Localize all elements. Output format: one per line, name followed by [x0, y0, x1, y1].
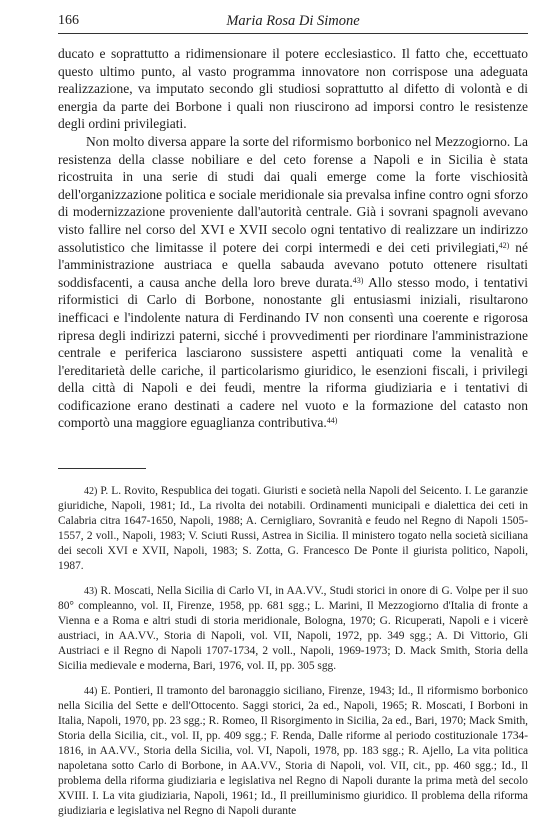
footnote-42 — [58, 484, 528, 574]
footnote-42-text: P. L. Rovito, Respublica dei togati. Giuristi e società nella Napoli del Seicento. I. Le garanzie giuridiche, Napoli, 1981; Id., La rivolta dei notabili. Ordinamenti municipali e dialettica dei ceti in Calabria citra 1647-1650, Napoli, 1988; A. Cernigliaro, Sovranità e feudo nel Regno di Napoli 1505-1557, 2 voll., Napoli, 1983; V. Sciuti Russi, Astrea in Sicilia. Il ministero togato nella società siciliana dei secoli XVI e XVII, Napoli, 1983; S. Zotta, G. Francesco De Ponte il giurista politico, Napoli, 1987. — [58, 485, 528, 572]
running-title: Maria Rosa Di Simone — [226, 13, 360, 29]
paragraph-1: ducato e soprattutto a ridimensionare il potere ecclesiastico. Il fatto che, eccettuato questo ultimo punto, al vasto programma innovatore non corrispose una adeguata realizzazione, va imputato secondo gli studiosi soprattutto al difetto di volontà e di energia da parte dei Borbone i quali non riuscirono ad imporsi contro le resistenze degli ordini privilegiati. — [58, 46, 528, 132]
footnote-44-text: E. Pontieri, Il tramonto del baronaggio siciliano, Firenze, 1943; Id., Il riformismo borbonico nella Sicilia del Sette e dell'Ottocento. Saggi storici, 2a ed., Napoli, 1965; R. Moscati, I Borboni in Italia, Napoli, 1970, pp. 23 sgg.; R. Romeo, Il Risorgimento in Sicilia, 2a ed., Bari, 1970; Mack Smith, Storia della Sicilia, cit., vol. II, pp. 409 sgg.; F. Renda, Dalle riforme al periodo costituzionale 1734-1816, in AA.VV., Storia della Sicilia, vol. VI, Napoli, 1978, pp. 183 sgg.; R. Ajello, La vita politica napoletana sotto Carlo di Borbone, in AA.VV., Storia di Napoli, vol. VII, cit., pp. 460 sgg.; Id., Il problema della riforma giudiziaria e legislativa nel Regno di Napoli durante la prima metà del secolo XVIII. I. La vita giudiziaria, Napoli, 1961; Id., Il preilluminismo giuridico. Il problema della riforma giudiziaria e legislativa nel Regno di Napoli durante — [58, 685, 528, 817]
footnote-separator — [58, 468, 146, 469]
footnote-43-label: 43) — [84, 586, 98, 597]
paragraph-2-part-b: né l'amministrazione austriaca e quella sabauda avevano potuto ottenere risultati soddisfacenti, a causa anche della loro breve durata. — [58, 239, 528, 290]
page-header — [58, 13, 528, 34]
main-text — [58, 45, 528, 432]
footnote-43-text: R. Moscati, Nella Sicilia di Carlo VI, in AA.VV., Studi storici in onore di G. Volpe per il suo 80° compleanno, vol. II, Firenze, 1958, pp. 681 sgg.; L. Marini, Il Mezzogiorno d'Italia di fronte a Vienna e a Roma e altri studi di storia meridionale, Bologna, 1970; G. Ricuperati, Napoli e i vicerè austriaci, in AA.VV., Storia di Napoli, vol. VII, Napoli, 1972, pp. 349 sgg.; A. Di Vittorio, Gli Austriaci e il Regno di Napoli 1707-1734, 2 voll., Napoli, 1969-1973; D. Mack Smith, Storia della Sicilia medievale e moderna, Bari, 1976, vol. II, pp. 305 sgg. — [58, 585, 528, 672]
footnotes — [58, 484, 528, 829]
paragraph-2 — [58, 133, 528, 432]
footnote-43 — [58, 584, 528, 674]
page-number: 166 — [58, 13, 79, 28]
footnote-44-label: 44) — [84, 686, 98, 697]
footnote-ref-44[interactable]: 44) — [326, 416, 338, 426]
paragraph-2-part-a: Non molto diversa appare la sorte del riformismo borbonico nel Mezzogiorno. La resistenza della classe nobiliare e del ceto forense a Napoli e in Sicilia è stata ricostruita in una serie di studi dai quali emerge come la forte vischiosità dell'organizzazione politica e sociale meridionale sia prevalsa infine contro ogni sforzo di modernizzazione proveniente dall'autorità centrale. Già i sovrani spagnoli avevano visto fallire nel corso del XVI e XVII secolo ogni tentativo di realizzare un indirizzo assolutistico che limitasse il potere dei corpi intermedi e dei ceti privilegiati, — [58, 133, 529, 255]
paragraph-2-part-c: Allo stesso modo, i tentativi riformistici di Carlo di Borbone, nonostante gli entusiasmi iniziali, risultarono inefficaci e l'indolente natura di Ferdinando IV non consentì una coerente e rigorosa ripresa degli indirizzi paterni, sicché i provvedimenti per riordinare l'amministrazione centrale e periferica lasciarono sussistere aspetti antiquati come la venalità e l'ereditarietà delle cariche, il particolarismo giuridico, le esenzioni fiscali, i privilegi della città di Napoli e dei feudi, mentre la riforma giudiziaria e i tentativi di codificazione erano destinati a cadere nel vuoto e la formazione del catasto non comportò una maggiore eguaglianza contributiva. — [58, 274, 528, 431]
footnote-42-label: 42) — [84, 486, 98, 497]
footnote-ref-42[interactable]: 42) — [498, 240, 510, 250]
footnote-44 — [58, 684, 528, 819]
footnote-ref-43[interactable]: 43) — [352, 275, 364, 285]
